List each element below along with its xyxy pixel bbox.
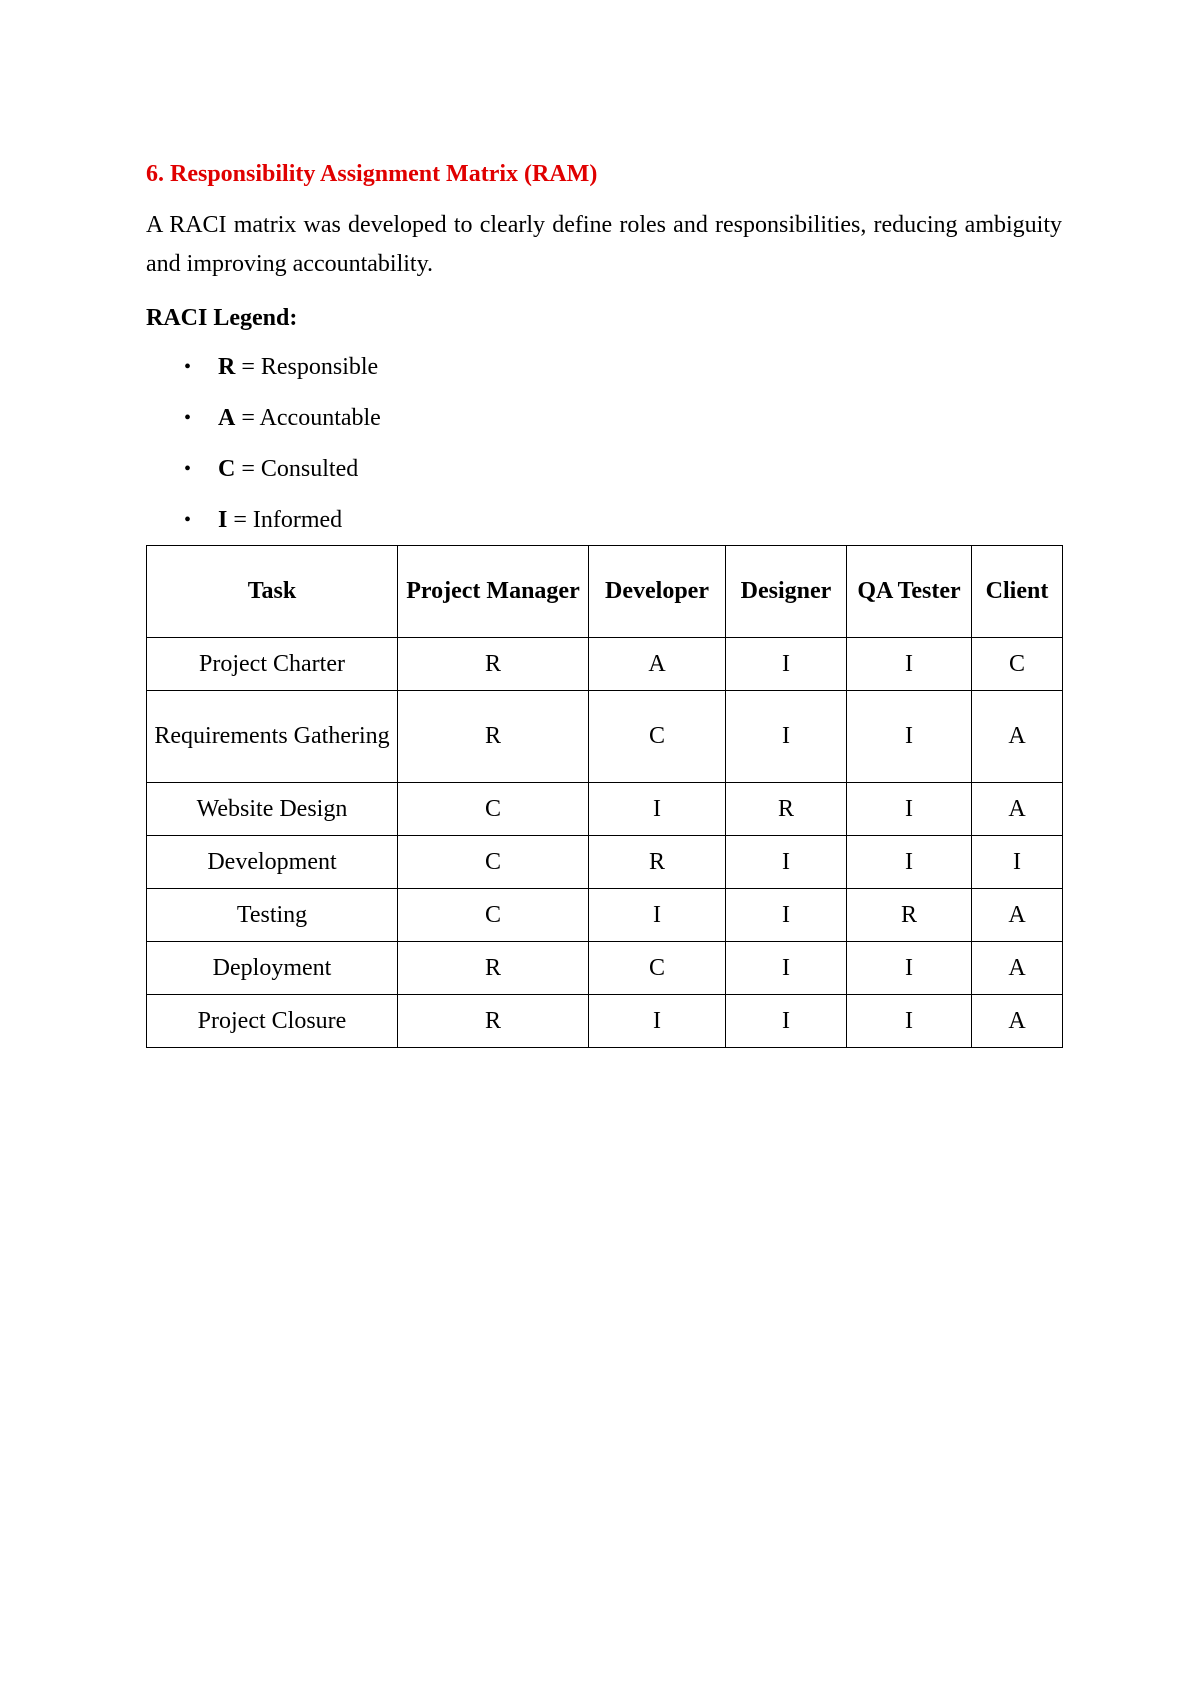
raci-cell: I xyxy=(726,995,847,1048)
document-page xyxy=(146,150,1062,546)
raci-cell: C xyxy=(589,942,726,995)
task-cell: Requirements Gathering xyxy=(147,691,398,783)
raci-cell: I xyxy=(847,691,972,783)
legend-letter: I xyxy=(218,507,228,533)
header-client: Client xyxy=(972,546,1063,638)
raci-cell: I xyxy=(726,691,847,783)
raci-cell: A xyxy=(972,783,1063,836)
legend-meaning: = Informed xyxy=(227,507,343,533)
raci-cell: I xyxy=(847,783,972,836)
raci-cell: I xyxy=(589,889,726,942)
raci-cell: A xyxy=(972,691,1063,783)
raci-cell: C xyxy=(589,691,726,783)
table-row xyxy=(147,995,1063,1048)
raci-cell: I xyxy=(847,995,972,1048)
table-row xyxy=(147,691,1063,783)
raci-cell: I xyxy=(847,638,972,691)
header-task: Task xyxy=(147,546,398,638)
table-header-row xyxy=(147,546,1063,638)
task-cell: Testing xyxy=(147,889,398,942)
legend-item xyxy=(146,342,1062,393)
task-cell: Project Charter xyxy=(147,638,398,691)
bullet-icon: • xyxy=(184,407,192,429)
table-row xyxy=(147,638,1063,691)
legend-title: RACI Legend: xyxy=(146,305,298,331)
raci-cell: R xyxy=(398,942,589,995)
raci-table xyxy=(146,545,1063,1048)
bullet-icon: • xyxy=(184,356,192,378)
raci-cell: R xyxy=(398,638,589,691)
table-row xyxy=(147,783,1063,836)
task-cell: Project Closure xyxy=(147,995,398,1048)
raci-cell: C xyxy=(398,836,589,889)
raci-cell: I xyxy=(726,638,847,691)
table-row xyxy=(147,889,1063,942)
header-designer: Designer xyxy=(726,546,847,638)
raci-cell: C xyxy=(972,638,1063,691)
legend-letter: A xyxy=(218,405,236,431)
raci-cell: I xyxy=(726,889,847,942)
legend-list xyxy=(146,342,1062,546)
header-developer: Developer xyxy=(589,546,726,638)
legend-meaning: = Responsible xyxy=(235,354,379,380)
legend-letter: R xyxy=(218,354,236,380)
bullet-icon: • xyxy=(184,458,192,480)
bullet-icon: • xyxy=(184,509,192,531)
intro-paragraph: A RACI matrix was developed to clearly define roles and responsibilities, reducing ambiguity and improving accountability. xyxy=(146,212,1062,277)
table-row xyxy=(147,942,1063,995)
legend-meaning: = Consulted xyxy=(235,456,359,482)
raci-cell: A xyxy=(589,638,726,691)
header-project-manager: Project Manager xyxy=(398,546,589,638)
raci-cell: R xyxy=(589,836,726,889)
legend-item xyxy=(146,444,1062,495)
raci-cell: C xyxy=(398,783,589,836)
section-heading: 6. Responsibility Assignment Matrix (RAM) xyxy=(146,161,598,187)
task-cell: Deployment xyxy=(147,942,398,995)
raci-cell: R xyxy=(847,889,972,942)
task-cell: Website Design xyxy=(147,783,398,836)
raci-cell: I xyxy=(726,836,847,889)
raci-cell: R xyxy=(726,783,847,836)
raci-cell: I xyxy=(847,836,972,889)
raci-cell: A xyxy=(972,942,1063,995)
raci-cell: R xyxy=(398,691,589,783)
raci-cell: A xyxy=(972,889,1063,942)
legend-item xyxy=(146,393,1062,444)
raci-cell: I xyxy=(589,995,726,1048)
raci-cell: C xyxy=(398,889,589,942)
legend-item xyxy=(146,495,1062,546)
header-qa-tester: QA Tester xyxy=(847,546,972,638)
raci-cell: I xyxy=(972,836,1063,889)
table-row xyxy=(147,836,1063,889)
raci-cell: I xyxy=(847,942,972,995)
raci-cell: I xyxy=(589,783,726,836)
raci-cell: R xyxy=(398,995,589,1048)
task-cell: Development xyxy=(147,836,398,889)
legend-letter: C xyxy=(218,456,236,482)
raci-cell: A xyxy=(972,995,1063,1048)
legend-meaning: = Accountable xyxy=(235,405,381,431)
raci-cell: I xyxy=(726,942,847,995)
